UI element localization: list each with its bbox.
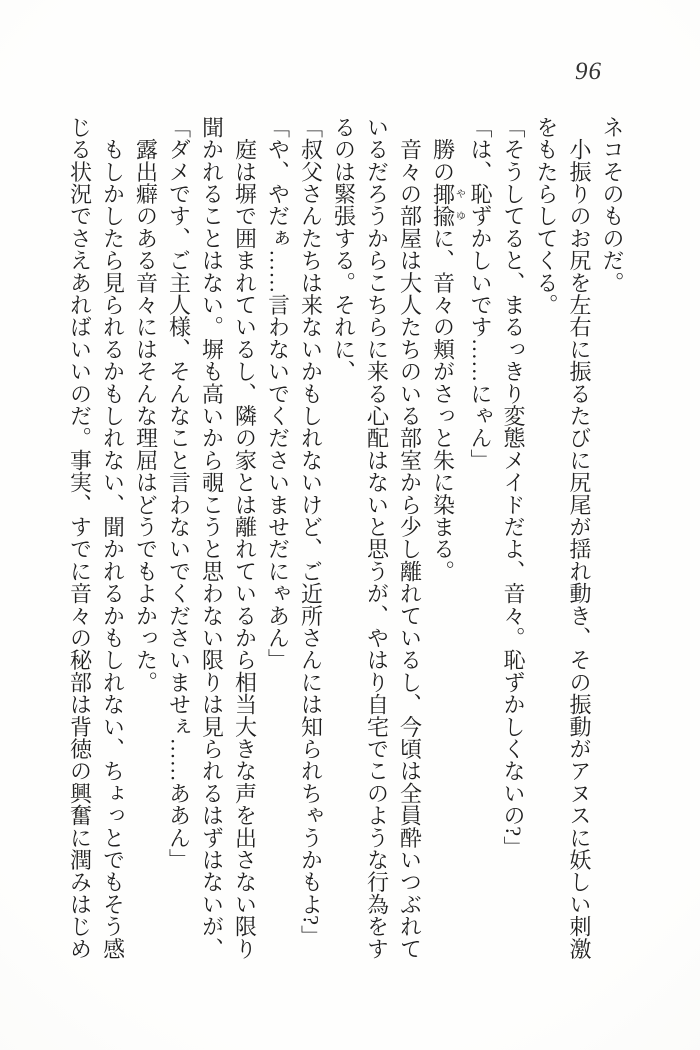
text-line: 「そうしてると、まるっきり変態メイドだよ、音々。恥ずかしくないの?」 bbox=[501, 116, 526, 859]
text-line: 音々の部屋は大人たちのいる部室から少し離れているし、今頃は全員酔いつぶれて bbox=[397, 116, 423, 960]
text-line: もしかしたら見られるかもしれない、聞かれるかもしれない、ちょっとでもそう感 bbox=[100, 116, 126, 960]
text-line: いるだろうからこちらに来る心配はないと思うが、やはり自宅でこのような行為をす bbox=[364, 116, 390, 960]
text-line: 露出癖のある音々にはそんな理屈はどうでもよかった。 bbox=[133, 116, 159, 694]
text-line: をもたらしてくる。 bbox=[534, 116, 559, 316]
text-line: 小振りのお尻を左右に振るたびに尻尾が揺れ動き、その振動がアヌスに妖しい刺激 bbox=[567, 116, 592, 960]
text-line: 「や、やだぁ……言わないでくださいませだにゃあん」 bbox=[265, 116, 291, 671]
text-line: 勝の揶や揄ゆに、音々の頬がさっと朱に染まる。 bbox=[430, 116, 465, 583]
text-line: じる状況でさえあればいいのだ。事実、すでに音々の秘部は背徳の興奮に潤みはじめ bbox=[67, 116, 93, 960]
text-line: 「ダメです、ご主人様、そんなこと言わないでくださいませぇ……ああん」 bbox=[166, 116, 192, 871]
page-number: 96 bbox=[575, 58, 602, 85]
text-line: 聞かれることはない。塀も高いから覗こうと思わない限りは見られるはずはないが、 bbox=[199, 116, 225, 960]
text-block bbox=[64, 116, 630, 968]
text-line: るのは緊張する。それに、 bbox=[331, 116, 357, 383]
text-line: 庭は塀で囲まれているし、隣の家とは離れているから相当大きな声を出さない限り bbox=[232, 116, 258, 960]
text-line: ネコそのものだ。 bbox=[600, 116, 625, 294]
text-line: 「は、恥ずかしいです……にゃん」 bbox=[468, 116, 493, 472]
text-line: 「叔父さんたちは来ないかもしれないけど、ご近所さんには知られちゃうかもよ?」 bbox=[298, 116, 324, 948]
